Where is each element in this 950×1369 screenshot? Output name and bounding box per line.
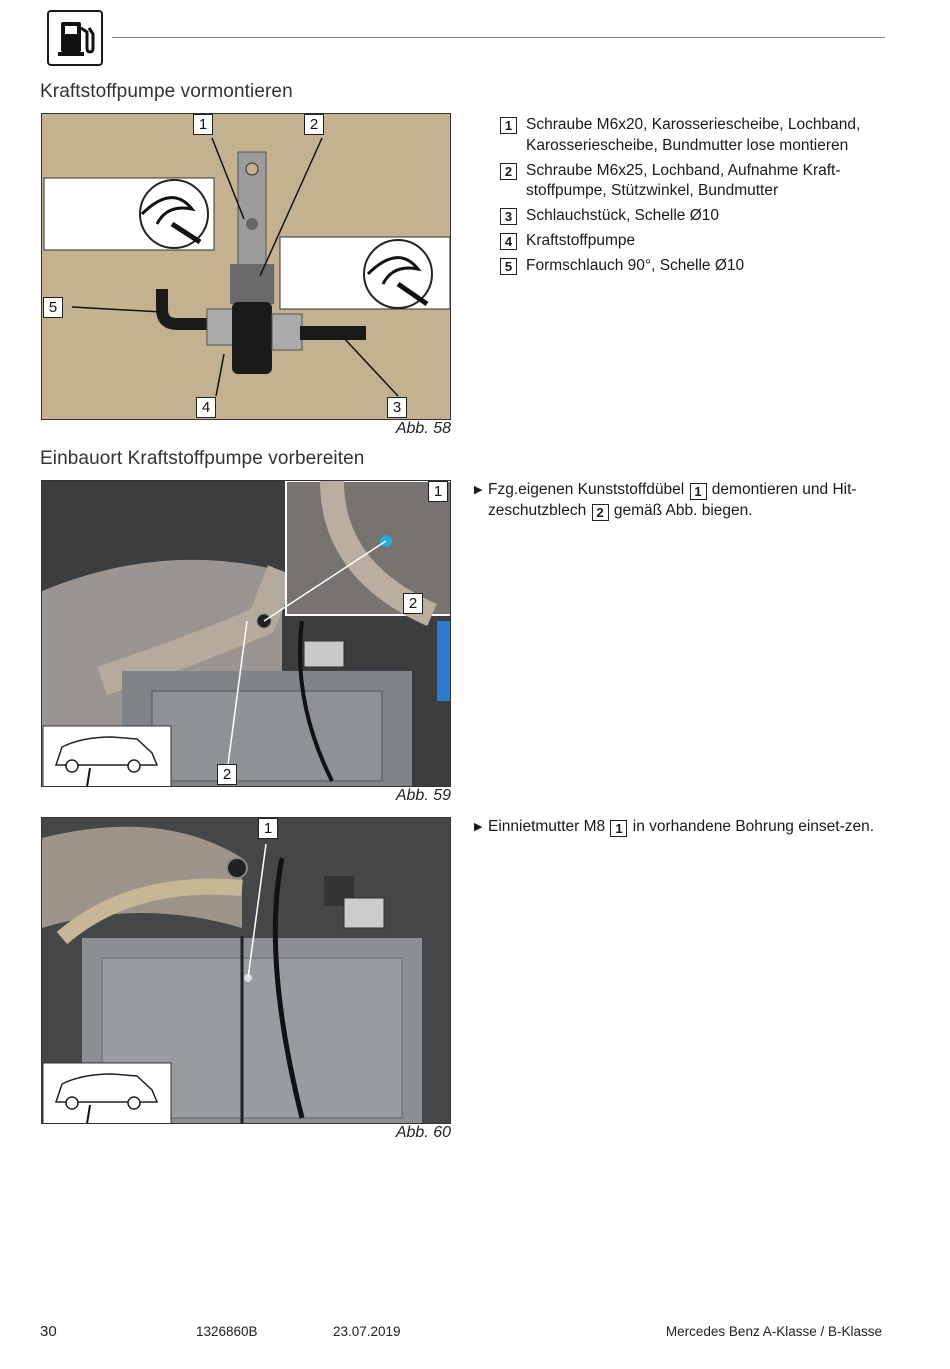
step-text: gemäß Abb. biegen. xyxy=(609,501,753,519)
item-text: Kraftstoffpumpe xyxy=(526,232,636,249)
list-item xyxy=(498,256,888,277)
figure-60-photo xyxy=(41,817,451,1124)
parts-list xyxy=(498,115,888,281)
figure-58-photo xyxy=(41,113,451,420)
fuel-pump-icon xyxy=(47,10,103,66)
callout-1: 1 xyxy=(258,818,278,839)
bullet-arrow-icon: ▶ xyxy=(474,484,483,496)
item-text: Formschlauch 90°, Schelle Ø10 xyxy=(526,257,745,274)
item-number: 3 xyxy=(500,208,517,225)
inline-number: 2 xyxy=(592,504,609,521)
header-rule xyxy=(112,37,885,38)
page-number: 30 xyxy=(40,1323,57,1340)
step-text: in vorhandene Bohrung einset-zen. xyxy=(628,818,875,835)
callout-4: 4 xyxy=(196,397,216,418)
callout-2: 2 xyxy=(304,114,324,135)
vehicle-model: Mercedes Benz A-Klasse / B-Klasse xyxy=(665,1324,882,1339)
item-number: 5 xyxy=(500,258,517,275)
section-title-prepare-location: Einbauort Kraftstoffpumpe vorbereiten xyxy=(40,448,365,469)
bullet-arrow-icon: ▶ xyxy=(474,821,483,833)
item-text: Schraube M6x25, Lochband, Aufnahme Kraft-stoffpumpe, Stützwinkel, Bundmutter xyxy=(526,161,841,199)
inline-number: 1 xyxy=(690,483,707,500)
callout-2-lower: 2 xyxy=(217,764,237,785)
figure-caption-58: Abb. 58 xyxy=(395,420,451,437)
callout-3: 3 xyxy=(387,397,407,418)
step-text: Fzg.eigenen Kunststoffdübel xyxy=(488,481,689,498)
step-text: demontieren und Hit-zeschutzblech xyxy=(488,481,857,519)
callout-2: 2 xyxy=(403,593,423,614)
list-item xyxy=(498,115,888,156)
instruction-step-1 xyxy=(474,480,884,521)
callout-1: 1 xyxy=(428,481,448,502)
callout-5: 5 xyxy=(43,297,63,318)
item-number: 4 xyxy=(500,233,517,250)
section-title-pump-preassembly: Kraftstoffpumpe vormontieren xyxy=(40,81,293,102)
list-item xyxy=(498,231,888,252)
item-number: 2 xyxy=(500,163,517,180)
instruction-step-2 xyxy=(474,817,884,838)
doc-number: 1326860B xyxy=(196,1324,258,1339)
inline-number: 1 xyxy=(610,820,627,837)
item-text: Schlauchstück, Schelle Ø10 xyxy=(526,207,719,224)
figure-caption-60: Abb. 60 xyxy=(395,1124,451,1141)
callout-1: 1 xyxy=(193,114,213,135)
doc-date: 23.07.2019 xyxy=(333,1324,401,1339)
figure-caption-59: Abb. 59 xyxy=(395,787,451,804)
list-item xyxy=(498,161,888,202)
list-item xyxy=(498,206,888,227)
figure-59-photo xyxy=(41,480,451,787)
item-number: 1 xyxy=(500,117,517,134)
item-text: Schraube M6x20, Karosseriescheibe, Lochband, Karosseriescheibe, Bundmutter lose montieren xyxy=(526,116,861,154)
step-text: Einnietmutter M8 xyxy=(488,818,610,835)
